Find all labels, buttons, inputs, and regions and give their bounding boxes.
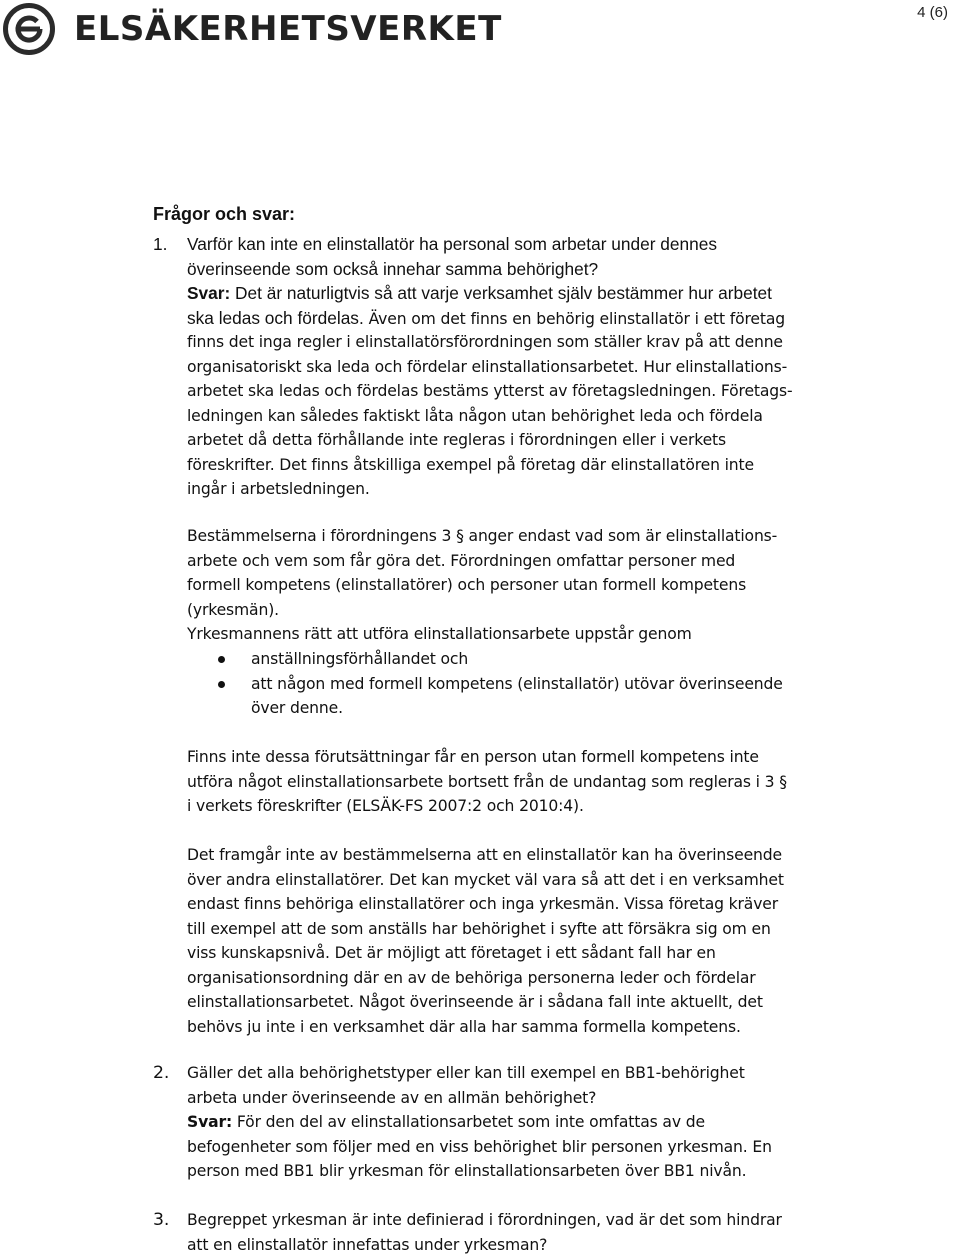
q1-bullet-list xyxy=(251,647,783,721)
q1-answer-text: Även om det finns en behörig elinstallatör i ett företag xyxy=(369,310,785,328)
elsakerhetsverket-logo-icon xyxy=(2,2,56,56)
q1-answer-line xyxy=(187,281,785,306)
q1-answer-line: organisatoriskt ska leda och fördelar elinstallationsarbetet. Hur elinstallations- xyxy=(187,355,792,380)
paragraph-line: i verkets föreskrifter (ELSÄK-FS 2007:2 och 2010:4). xyxy=(187,794,787,819)
q2-question-line: arbeta under överinseende av en allmän behörighet? xyxy=(187,1086,772,1111)
q3-question-line: Begreppet yrkesman är inte definierad i förordningen, vad är det som hindrar xyxy=(187,1208,782,1233)
org-name: ELSÄKERHETSVERKET xyxy=(74,12,502,46)
q1-answer-line xyxy=(187,306,785,332)
q1-question xyxy=(187,232,717,281)
paragraph-line: elinstallationsarbetet. Något överinseende är i sådana fall inte aktuellt, det xyxy=(187,990,784,1015)
q1-question-line: Varför kan inte en elinstallatör ha personal som arbetar under dennes xyxy=(187,232,717,257)
answer-label: Svar: xyxy=(187,1113,232,1131)
logo xyxy=(2,2,502,56)
paragraph-line: organisationsordning där en av de behöriga personerna leder och fördelar xyxy=(187,966,784,991)
bullet-icon xyxy=(218,681,225,688)
paragraph-line: (yrkesmän). xyxy=(187,598,777,623)
q2-number: 2. xyxy=(153,1061,169,1086)
bullet-item-continuation: över denne. xyxy=(251,696,783,721)
q3-question-line: att en elinstallatör innefattas under yrkesman? xyxy=(187,1233,782,1257)
q1-answer-start xyxy=(187,281,785,331)
q1-answer-line: ingår i arbetsledningen. xyxy=(187,477,792,502)
q2-answer-line: befogenheter som följer med en viss behörighet blir personen yrkesman. En xyxy=(187,1135,772,1160)
page-number: 4 (6) xyxy=(917,4,948,21)
paragraph-line: viss kunskapsnivå. Det är möjligt att företaget i ett sådant fall har en xyxy=(187,941,784,966)
q2-answer-line xyxy=(187,1110,772,1135)
answer-label: Svar: xyxy=(187,283,230,303)
q1-paragraph-4 xyxy=(187,843,784,1039)
q1-answer-line: ledningen kan således faktiskt låta någon utan behörighet leda och fördela xyxy=(187,404,792,429)
bullet-icon xyxy=(218,656,225,663)
bullet-item: att någon med formell kompetens (elinstallatör) utövar överinseende xyxy=(251,672,783,697)
paragraph-line: endast finns behöriga elinstallatörer och inga yrkesmän. Vissa företag kräver xyxy=(187,892,784,917)
paragraph-line: Bestämmelserna i förordningens 3 § anger endast vad som är elinstallations- xyxy=(187,524,777,549)
q1-question-line: överinseende som också innehar samma behörighet? xyxy=(187,257,717,282)
q1-paragraph-2 xyxy=(187,524,777,647)
q1-answer-text: Det är naturligtvis så att varje verksamhet själv bestämmer hur arbetet xyxy=(235,283,772,303)
paragraph-line: formell kompetens (elinstallatörer) och personer utan formell kompetens xyxy=(187,573,777,598)
paragraph-line: Yrkesmannens rätt att utföra elinstallationsarbete uppstår genom xyxy=(187,622,777,647)
q2-answer-text: För den del av elinstallationsarbetet som inte omfattas av de xyxy=(237,1113,705,1131)
q1-answer-line: finns det inga regler i elinstallatörsförordningen som ställer krav på att denne xyxy=(187,330,792,355)
q1-answer-line: föreskrifter. Det finns åtskilliga exempel på företag där elinstallatören inte xyxy=(187,453,792,478)
q1-answer-text: ska ledas och fördelas. xyxy=(187,308,364,328)
q1-answer-rest xyxy=(187,330,792,502)
paragraph-line: Det framgår inte av bestämmelserna att en elinstallatör kan ha överinseende xyxy=(187,843,784,868)
q3-block xyxy=(187,1208,782,1257)
q2-question-line: Gäller det alla behörighetstyper eller kan till exempel en BB1-behörighet xyxy=(187,1061,772,1086)
paragraph-line: utföra något elinstallationsarbete bortsett från de undantag som regleras i 3 § xyxy=(187,770,787,795)
paragraph-line: behövs ju inte i en verksamhet där alla har samma formella kompetens. xyxy=(187,1015,784,1040)
section-heading: Frågor och svar: xyxy=(153,204,295,225)
q1-number: 1. xyxy=(153,232,167,257)
bullet-item: anställningsförhållandet och xyxy=(251,647,783,672)
paragraph-line: Finns inte dessa förutsättningar får en person utan formell kompetens inte xyxy=(187,745,787,770)
q1-answer-line: arbetet då detta förhållande inte regleras i förordningen eller i verkets xyxy=(187,428,792,453)
paragraph-line: över andra elinstallatörer. Det kan mycket väl vara så att det i en verksamhet xyxy=(187,868,784,893)
q3-number: 3. xyxy=(153,1208,169,1233)
q2-block xyxy=(187,1061,772,1184)
paragraph-line: till exempel att de som anställs har behörighet i syfte att försäkra sig om en xyxy=(187,917,784,942)
paragraph-line: arbete och vem som får göra det. Förordningen omfattar personer med xyxy=(187,549,777,574)
q1-paragraph-3 xyxy=(187,745,787,819)
q1-answer-line: arbetet ska ledas och fördelas bestäms ytterst av företagsledningen. Företags- xyxy=(187,379,792,404)
q2-answer-line: person med BB1 blir yrkesman för elinstallationsarbeten över BB1 nivån. xyxy=(187,1159,772,1184)
